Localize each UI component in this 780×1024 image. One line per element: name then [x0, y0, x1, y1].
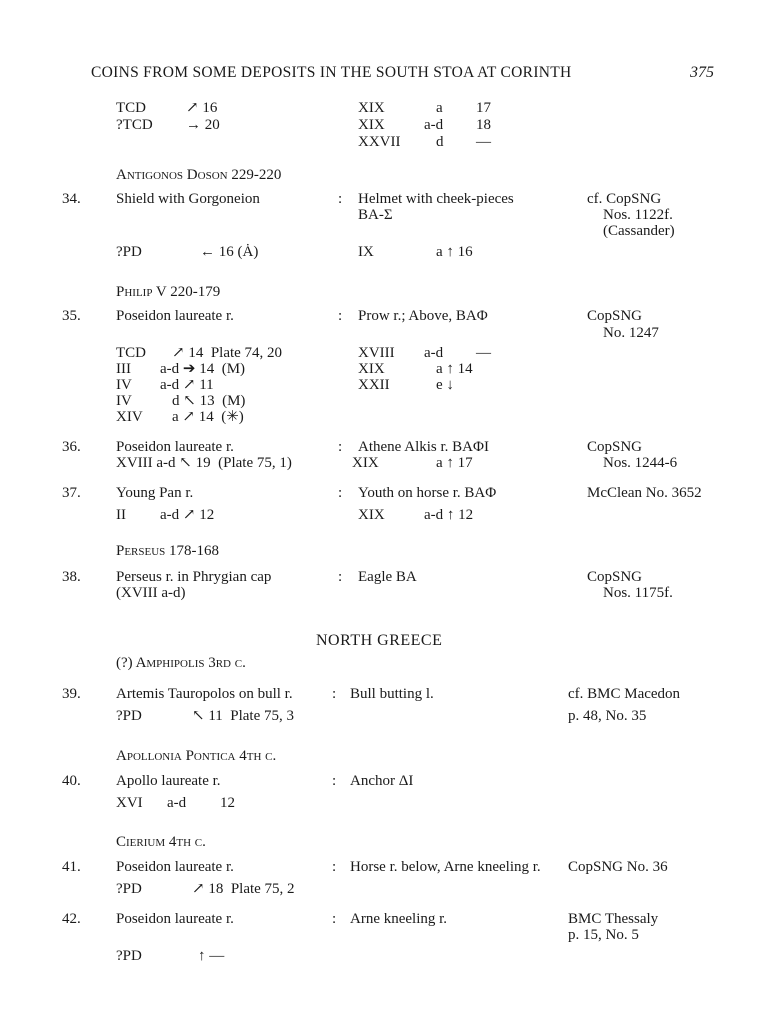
catalogue-text: XVIII a-d ↖ 19 (Plate 75, 1) — [116, 455, 292, 471]
catalogue-text: — — [476, 134, 491, 150]
catalogue-text: a-d — [424, 117, 444, 133]
catalogue-text: cf. CopSNG — [587, 191, 662, 207]
section-heading: Philip V 220-179 — [116, 284, 221, 300]
catalogue-text: ↗ 18 Plate 75, 2 — [192, 881, 295, 897]
catalogue-text: CopSNG — [587, 439, 643, 455]
catalogue-text: 36. — [62, 439, 81, 455]
catalogue-text: Horse r. below, Arne kneeling r. — [350, 859, 541, 875]
catalogue-text: XXII — [358, 377, 390, 393]
section-heading: Perseus 178-168 — [116, 543, 220, 559]
running-header: COINS FROM SOME DEPOSITS IN THE SOUTH STOA AT CORINTH — [91, 64, 572, 81]
catalogue-text: XIX — [358, 361, 385, 377]
catalogue-text: Poseidon laureate r. — [116, 439, 234, 455]
catalogue-text: : — [332, 773, 337, 789]
catalogue-text: McClean No. 3652 — [587, 485, 702, 501]
catalogue-text: XIX — [352, 455, 379, 471]
catalogue-text: Anchor ΔΙ — [350, 773, 414, 789]
catalogue-text: Shield with Gorgoneion — [116, 191, 260, 207]
catalogue-text: XVIII — [358, 345, 395, 361]
catalogue-text: Artemis Tauropolos on bull r. — [116, 686, 293, 702]
catalogue-text: a-d ↗ 11 — [160, 377, 214, 393]
catalogue-text: 38. — [62, 569, 81, 585]
catalogue-text: Nos. 1122f. — [603, 207, 673, 223]
catalogue-text: ?TCD — [116, 117, 153, 133]
catalogue-text: a ↑ 16 — [436, 244, 473, 260]
catalogue-text: TCD — [116, 100, 146, 116]
catalogue-text: Helmet with cheek-pieces — [358, 191, 514, 207]
catalogue-text: III — [116, 361, 131, 377]
catalogue-text: Prow r.; Above, BAΦ — [358, 308, 488, 324]
catalogue-text: CopSNG No. 36 — [568, 859, 668, 875]
catalogue-text: Nos. 1244-6 — [603, 455, 678, 471]
catalogue-text: ?PD — [116, 708, 142, 724]
section-heading: (?) Amphipolis 3rd c. — [116, 655, 246, 671]
catalogue-text: Poseidon laureate r. — [116, 308, 234, 324]
catalogue-text: : — [338, 485, 343, 501]
catalogue-text: Nos. 1175f. — [603, 585, 673, 601]
catalogue-text: Poseidon laureate r. — [116, 911, 234, 927]
catalogue-text: a ↗ 14 (✳) — [172, 409, 244, 425]
catalogue-text: ↗ 16 — [186, 100, 218, 116]
catalogue-text: 41. — [62, 859, 81, 875]
catalogue-text: IV — [116, 393, 132, 409]
catalogue-text: : — [338, 439, 343, 455]
catalogue-text: XVI — [116, 795, 143, 811]
catalogue-text: ↑ — — [198, 948, 225, 964]
page-number: 375 — [690, 64, 714, 81]
catalogue-text: 42. — [62, 911, 81, 927]
catalogue-text: TCD — [116, 345, 146, 361]
catalogue-text: a-d ➔ 14 (M) — [160, 361, 246, 377]
catalogue-text: p. 48, No. 35 — [568, 708, 647, 724]
catalogue-text: 37. — [62, 485, 81, 501]
catalogue-text: : — [332, 911, 337, 927]
section-heading: Cierium 4th c. — [116, 834, 206, 850]
region-heading: NORTH GREECE — [316, 632, 443, 649]
catalogue-text: a-d ↑ 12 — [424, 507, 474, 523]
catalogue-text: e ↓ — [436, 377, 454, 393]
catalogue-text: ?PD — [116, 948, 142, 964]
catalogue-text: ?PD — [116, 244, 142, 260]
catalogue-text: 35. — [62, 308, 81, 324]
catalogue-text: a — [436, 100, 443, 116]
catalogue-text: BMC Thessaly — [568, 911, 659, 927]
catalogue-text: Poseidon laureate r. — [116, 859, 234, 875]
catalogue-text: No. 1247 — [603, 325, 659, 341]
catalogue-text: BA-Σ — [358, 207, 393, 223]
catalogue-text: 12 — [220, 795, 235, 811]
catalogue-text: CopSNG — [587, 308, 643, 324]
catalogue-text: CopSNG — [587, 569, 643, 585]
catalogue-text: a ↑ 14 — [436, 361, 473, 377]
catalogue-text: XIV — [116, 409, 143, 425]
catalogue-text: ?PD — [116, 881, 142, 897]
catalogue-text: Perseus r. in Phrygian cap — [116, 569, 272, 585]
catalogue-text: IX — [358, 244, 374, 260]
section-heading: Antigonos Doson 229-220 — [116, 167, 282, 183]
catalogue-text: XIX — [358, 117, 385, 133]
catalogue-text: ↗ 14 Plate 74, 20 — [172, 345, 283, 361]
catalogue-text: XXVII — [358, 134, 401, 150]
catalogue-text: IV — [116, 377, 132, 393]
catalogue-text: Bull butting l. — [350, 686, 434, 702]
catalogue-text: — — [476, 345, 491, 361]
catalogue-text: p. 15, No. 5 — [568, 927, 639, 943]
catalogue-text: 18 — [476, 117, 491, 133]
catalogue-text: a-d — [424, 345, 444, 361]
catalogue-text: ← 16 (Ȧ) — [200, 244, 259, 260]
catalogue-text: : — [332, 686, 337, 702]
catalogue-text: (XVIII a-d) — [116, 585, 186, 601]
catalogue-text: II — [116, 507, 126, 523]
catalogue-text: : — [338, 569, 343, 585]
catalogue-text: d ↖ 13 (M) — [172, 393, 246, 409]
catalogue-text: Young Pan r. — [116, 485, 194, 501]
catalogue-text: Eagle BA — [358, 569, 417, 585]
catalogue-text: a-d — [167, 795, 187, 811]
catalogue-text: (Cassander) — [603, 223, 675, 239]
catalogue-text: a ↑ 17 — [436, 455, 473, 471]
catalogue-text: Athene Alkis r. BAΦI — [358, 439, 489, 455]
catalogue-text: : — [332, 859, 337, 875]
catalogue-text: Youth on horse r. BAΦ — [358, 485, 497, 501]
catalogue-text: : — [338, 308, 343, 324]
section-heading: Apollonia Pontica 4th c. — [116, 748, 277, 764]
catalogue-text: XIX — [358, 507, 385, 523]
catalogue-text: → 20 — [186, 117, 220, 133]
catalogue-text: 17 — [476, 100, 491, 116]
catalogue-text: cf. BMC Macedon — [568, 686, 681, 702]
catalogue-text: : — [338, 191, 343, 207]
catalogue-text: 40. — [62, 773, 81, 789]
catalogue-text: 34. — [62, 191, 81, 207]
catalogue-text: Apollo laureate r. — [116, 773, 221, 789]
catalogue-text: d — [436, 134, 444, 150]
catalogue-text: Arne kneeling r. — [350, 911, 448, 927]
catalogue-text: XIX — [358, 100, 385, 116]
catalogue-text: 39. — [62, 686, 81, 702]
catalogue-text: a-d ↗ 12 — [160, 507, 215, 523]
catalogue-text: ↖ 11 Plate 75, 3 — [192, 708, 295, 724]
